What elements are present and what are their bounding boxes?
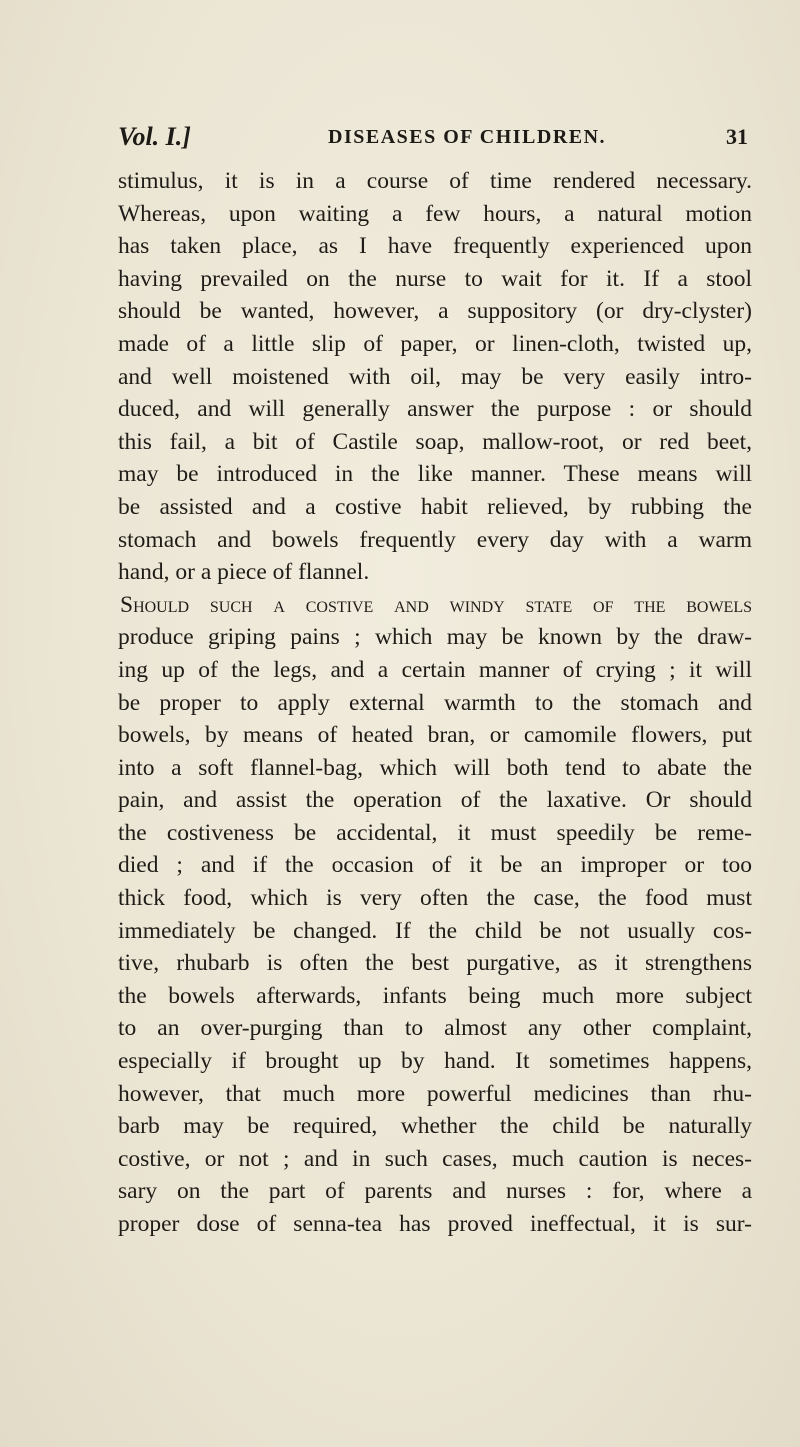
text-line: should be wanted, however, a suppository (or dry-clyster) [118, 298, 752, 325]
text-line: duced, and will generally answer the purpose : or should [118, 396, 752, 423]
body-text [118, 165, 752, 1241]
text-line: pain, and assist the operation of the laxative. Or should [118, 787, 752, 814]
page-number: 31 [726, 124, 748, 149]
text-line: into a soft flannel-bag, which will both tend to abate the [118, 754, 752, 781]
text-line: especially if brought up by hand. It sometimes happens, [118, 1048, 752, 1075]
text-line: stomach and bowels frequently every day with a warm [118, 526, 752, 553]
text-line: bowels, by means of heated bran, or camomile flowers, put [118, 722, 752, 749]
text-line: the bowels afterwards, infants being much more subject [118, 982, 752, 1009]
volume-label: Vol. I.] [118, 122, 191, 151]
text-line: has taken place, as I have frequently experienced upon [118, 233, 752, 260]
text-line: thick food, which is very often the case, the food must [118, 885, 752, 912]
text-line: Whereas, upon waiting a few hours, a natural motion [118, 200, 752, 227]
text-line: may be introduced in the like manner. These means will [118, 461, 752, 488]
text-line: having prevailed on the nurse to wait for it. If a stool [118, 265, 752, 292]
text-line: sary on the part of parents and nurses : for, where a [118, 1178, 752, 1205]
paragraph-end-line: hand, or a piece of flannel. [118, 559, 370, 586]
text-line: stimulus, it is in a course of time rendered necessary. [118, 168, 752, 194]
text-line: be assisted and a costive habit relieved, by rubbing the [118, 493, 752, 520]
text-line: made of a little slip of paper, or linen-cloth, twisted up, [118, 330, 752, 357]
text-line: immediately be changed. If the child be not usually cos- [118, 917, 752, 944]
text-line: be proper to apply external warmth to the stomach and [118, 689, 752, 716]
text-line: produce griping pains ; which may be known by the draw- [118, 624, 752, 651]
text-line: tive, rhubarb is often the best purgative, as it strengthens [118, 950, 752, 977]
text-line: died ; and if the occasion of it be an improper or too [118, 852, 752, 879]
page-title: DISEASES OF CHILDREN. [328, 126, 607, 148]
text-line: the costiveness be accidental, it must speedily be reme- [118, 819, 752, 846]
text-line: and well moistened with oil, may be very easily intro- [118, 363, 752, 390]
text-line: barb may be required, whether the child be naturally [118, 1113, 752, 1140]
text-line: to an over-purging than to almost any other complaint, [118, 1015, 752, 1042]
text-line: ing up of the legs, and a certain manner of crying ; it will [118, 656, 752, 683]
text-line: proper dose of senna-tea has proved ineffectual, it is sur- [118, 1211, 752, 1237]
text-line: costive, or not ; and in such cases, much caution is neces- [118, 1145, 752, 1172]
paragraph-start-line: Should such a costive and windy state of the bowels [120, 591, 752, 618]
text-line: this fail, a bit of Castile soap, mallow-root, or red beet, [118, 428, 752, 455]
text-line: however, that much more powerful medicines than rhu- [118, 1080, 752, 1107]
running-head [118, 118, 748, 158]
